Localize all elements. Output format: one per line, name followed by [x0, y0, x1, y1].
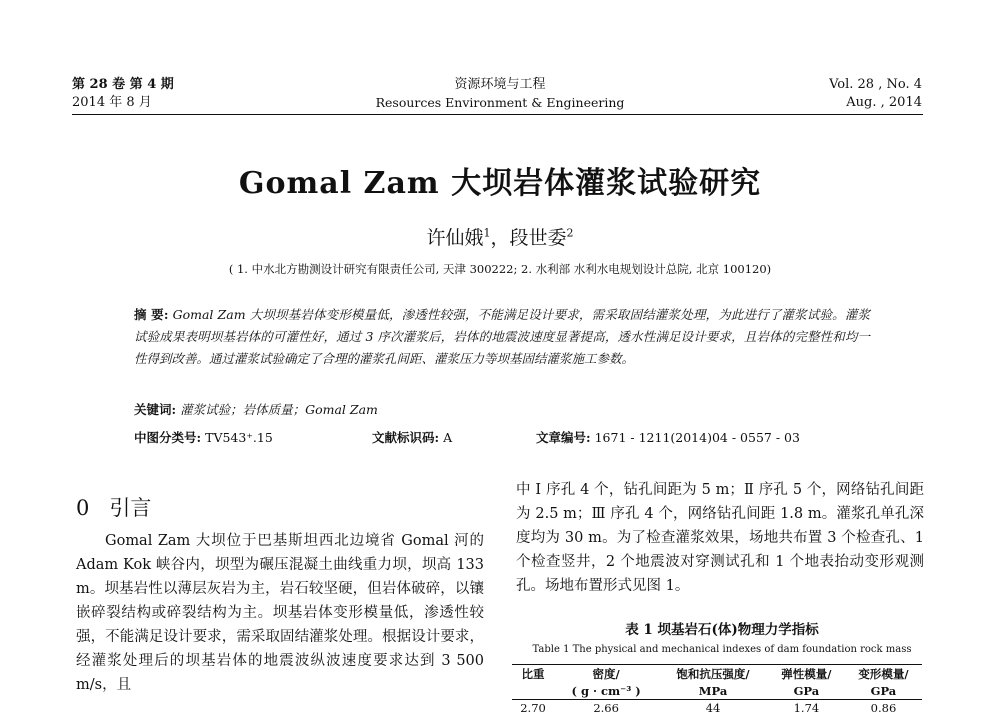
author-1-affil: 1	[483, 226, 491, 240]
keywords	[134, 400, 378, 418]
abstract-text: Gomal Zam 大坝坝基岩体变形模量低，渗透性较强，不能满足设计要求，需采取固结灌浆处理，为此进行了灌浆试验。灌浆试验成果表明坝基岩体的可灌性好，通过 3 序次灌浆后，岩体的地震波速度显著提高，透水性满足设计要求，且岩体的完整性和均一性得到改善。通过灌浆试验确定了合理的灌浆孔间距、灌浆压力等坝基固结灌浆施工参数。	[134, 307, 870, 366]
article-label: 文章编号:	[536, 430, 591, 445]
article-value: 1671 - 1211(2014)04 - 0557 - 03	[594, 430, 800, 445]
header-rule	[72, 114, 923, 115]
section-heading	[76, 492, 151, 522]
keywords-text: 灌浆试验；岩体质量；Gomal Zam	[180, 402, 378, 417]
author-2: 段世委	[509, 227, 567, 249]
section-number: 0	[76, 496, 90, 520]
section-title: 引言	[109, 496, 152, 520]
table-header-cell: 变形模量/	[845, 665, 922, 684]
table-header-unit	[512, 683, 554, 700]
table-header-unit: ( g · cm⁻³ )	[554, 683, 658, 700]
table-header-unit: GPa	[845, 683, 922, 700]
doc-code	[372, 428, 452, 446]
header-journal-en: Resources Environment & Engineering	[375, 95, 625, 110]
right-column	[516, 478, 924, 598]
paragraph: Gomal Zam 大坝位于巴基斯坦西北边境省 Gomal 河的 Adam Kok 峡谷内，坝型为碾压混凝土曲线重力坝，坝高 133 m。坝基岩性以薄层灰岩为主，岩石较坚硬，但岩体破碎，以镶嵌碎裂结构或碎裂结构为主。坝基岩体变形模量低，渗透性较强，不能满足设计要求，需采取固结灌浆处理。根据设计要求，经灌浆处理后的坝基岩体的地震波纵波速度要求达到 3 500 m/s，且	[76, 533, 484, 693]
left-column	[76, 529, 484, 697]
author-2-affil: 2	[566, 226, 574, 240]
data-table	[512, 664, 922, 716]
table-header-unit: MPa	[658, 683, 768, 700]
author-separator: ，	[490, 227, 510, 249]
table-cell: 0.86	[870, 701, 897, 715]
table-cell: 1.74	[793, 701, 820, 715]
header-issue: 第 28 卷 第 4 期	[72, 77, 174, 92]
header-journal-cn: 资源环境与工程	[454, 77, 546, 92]
table-header-cell: 比重	[512, 665, 554, 684]
author-1: 许仙娥	[426, 227, 484, 249]
keywords-label: 关键词:	[134, 402, 177, 417]
doc-label: 文献标识码:	[372, 430, 440, 445]
table-header-cell: 饱和抗压强度/	[658, 665, 768, 684]
article-number	[536, 428, 800, 446]
table-row	[512, 700, 922, 717]
table-header-cell: 弹性模量/	[768, 665, 845, 684]
paper-title: Gomal Zam 大坝岩体灌浆试验研究	[238, 166, 762, 201]
doc-value: A	[443, 430, 453, 445]
table-caption-en: Table 1 The physical and mechanical indexes of dam foundation rock mass	[532, 644, 912, 655]
table-cell: 44	[705, 701, 721, 715]
header-date-cn: 2014 年 8 月	[72, 95, 152, 110]
abstract-label: 摘 要:	[134, 307, 169, 322]
table-cell: 2.66	[593, 701, 619, 715]
clc-number	[134, 428, 273, 446]
table-cell: 2.70	[520, 701, 546, 715]
header-volume: Vol. 28 , No. 4	[829, 77, 922, 92]
table-header-cell: 密度/	[554, 665, 658, 684]
paragraph: 中 Ⅰ 序孔 4 个，钻孔间距为 5 m；Ⅱ 序孔 5 个，网络钻孔间距为 2.5 m；Ⅲ 序孔 4 个，网络钻孔间距 1.8 m。灌浆孔单孔深度均为 30 m。为了检查灌浆效果，场地共布置 3 个检查孔、1 个检查竖井，2 个地震波对穿测试孔和 1 个地表抬动变形观测孔。场地布置形式见图 1。	[516, 482, 924, 594]
abstract	[134, 304, 870, 370]
header-date-en: Aug. , 2014	[846, 95, 922, 110]
clc-label: 中图分类号:	[134, 430, 202, 445]
clc-value: TV543⁺.15	[205, 430, 273, 445]
affiliation: ( 1. 中水北方勘测设计研究有限责任公司, 天津 300222; 2. 水利部 水利水电规划设计总院, 北京 100120)	[228, 262, 772, 276]
author-line	[0, 223, 1000, 250]
table-header-unit: GPa	[768, 683, 845, 700]
table-caption-cn: 表 1 坝基岩石(体)物理力学指标	[625, 622, 819, 638]
